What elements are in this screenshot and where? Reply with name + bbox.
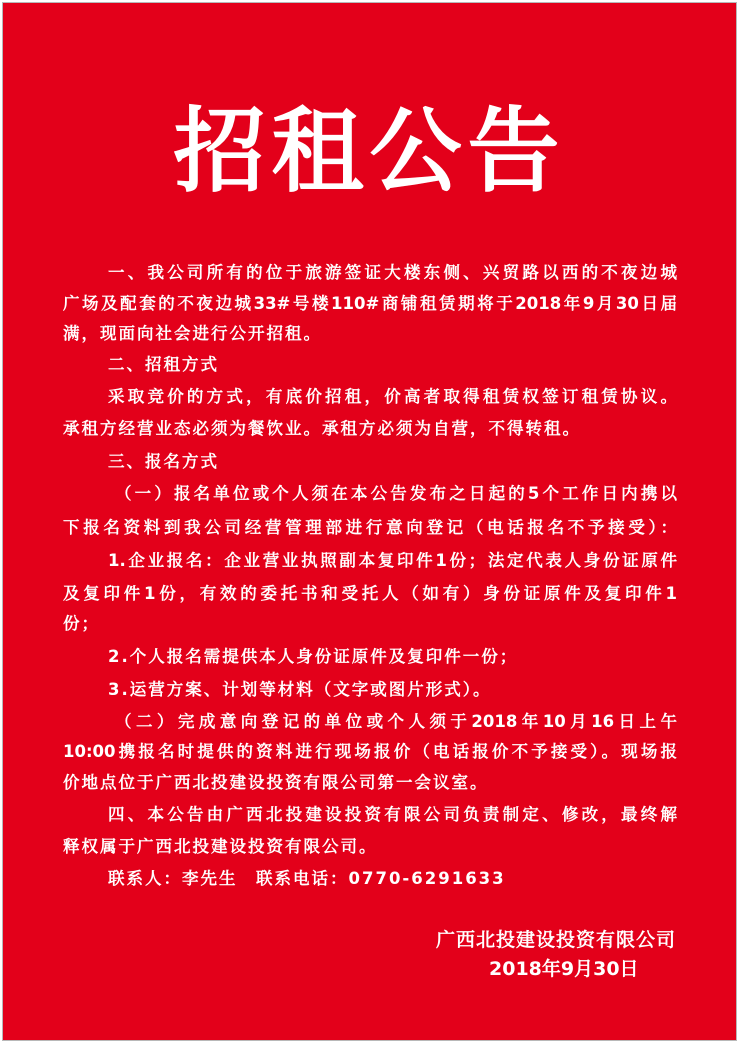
- notice-poster: [2, 2, 737, 1041]
- paragraph-line: 2.个人报名需提供本人身份证原件及复印件一份；: [108, 647, 519, 666]
- paragraph-line: 一、我公司所有的位于旅游签证大楼东侧、兴贸路以西的不夜边城: [108, 263, 677, 282]
- paragraph-line: 下报名资料到我公司经营管理部进行意向登记（电话报名不予接受）：: [63, 518, 677, 537]
- paragraph-line: 释权属于广西北投建设投资有限公司。: [63, 837, 378, 856]
- notice-title: 招租公告: [173, 97, 566, 205]
- paragraph-line: 及复印件1份，有效的委托书和受托人（如有）身份证原件及复印件1: [63, 584, 677, 603]
- section-heading: 三、报名方式: [108, 452, 219, 471]
- paragraph-line: 3.运营方案、计划等材料（文字或图片形式）。: [108, 680, 492, 699]
- paragraph-line: 10:00携报名时提供的资料进行现场报价（电话报价不予接受）。现场报: [63, 742, 677, 761]
- paragraph-line: 采取竞价的方式，有底价招租，价高者取得租赁权签订租赁协议。: [108, 387, 677, 406]
- paragraph-line: 1.企业报名：企业营业执照副本复印件1份；法定代表人身份证原件: [108, 551, 677, 570]
- paragraph-line: （一）报名单位或个人须在本公告发布之日起的5个工作日内携以: [115, 484, 677, 503]
- paragraph-line: 满，现面向社会进行公开招租。: [63, 324, 322, 343]
- signature-company: 广西北投建设投资有限公司: [435, 929, 676, 951]
- contact-line: 联系人：李先生 联系电话：0770-6291633: [108, 869, 506, 888]
- paragraph-line: 份；: [63, 614, 100, 633]
- paragraph-line: 四、本公告由广西北投建设投资有限公司负责制定、修改，最终解: [108, 805, 677, 824]
- paragraph-line: 承租方经营业态必须为餐饮业。承租方必须为自营，不得转租。: [63, 419, 581, 438]
- section-heading: 二、招租方式: [108, 355, 219, 374]
- paragraph-line: 广场及配套的不夜边城33#号楼110#商铺租赁期将于2018年9月30日届: [63, 294, 677, 313]
- signature-date: 2018年9月30日: [489, 958, 639, 980]
- paragraph-line: （二）完成意向登记的单位或个人须于2018年10月16日上午: [115, 712, 677, 731]
- paragraph-line: 价地点位于广西北投建设投资有限公司第一会议室。: [63, 773, 489, 792]
